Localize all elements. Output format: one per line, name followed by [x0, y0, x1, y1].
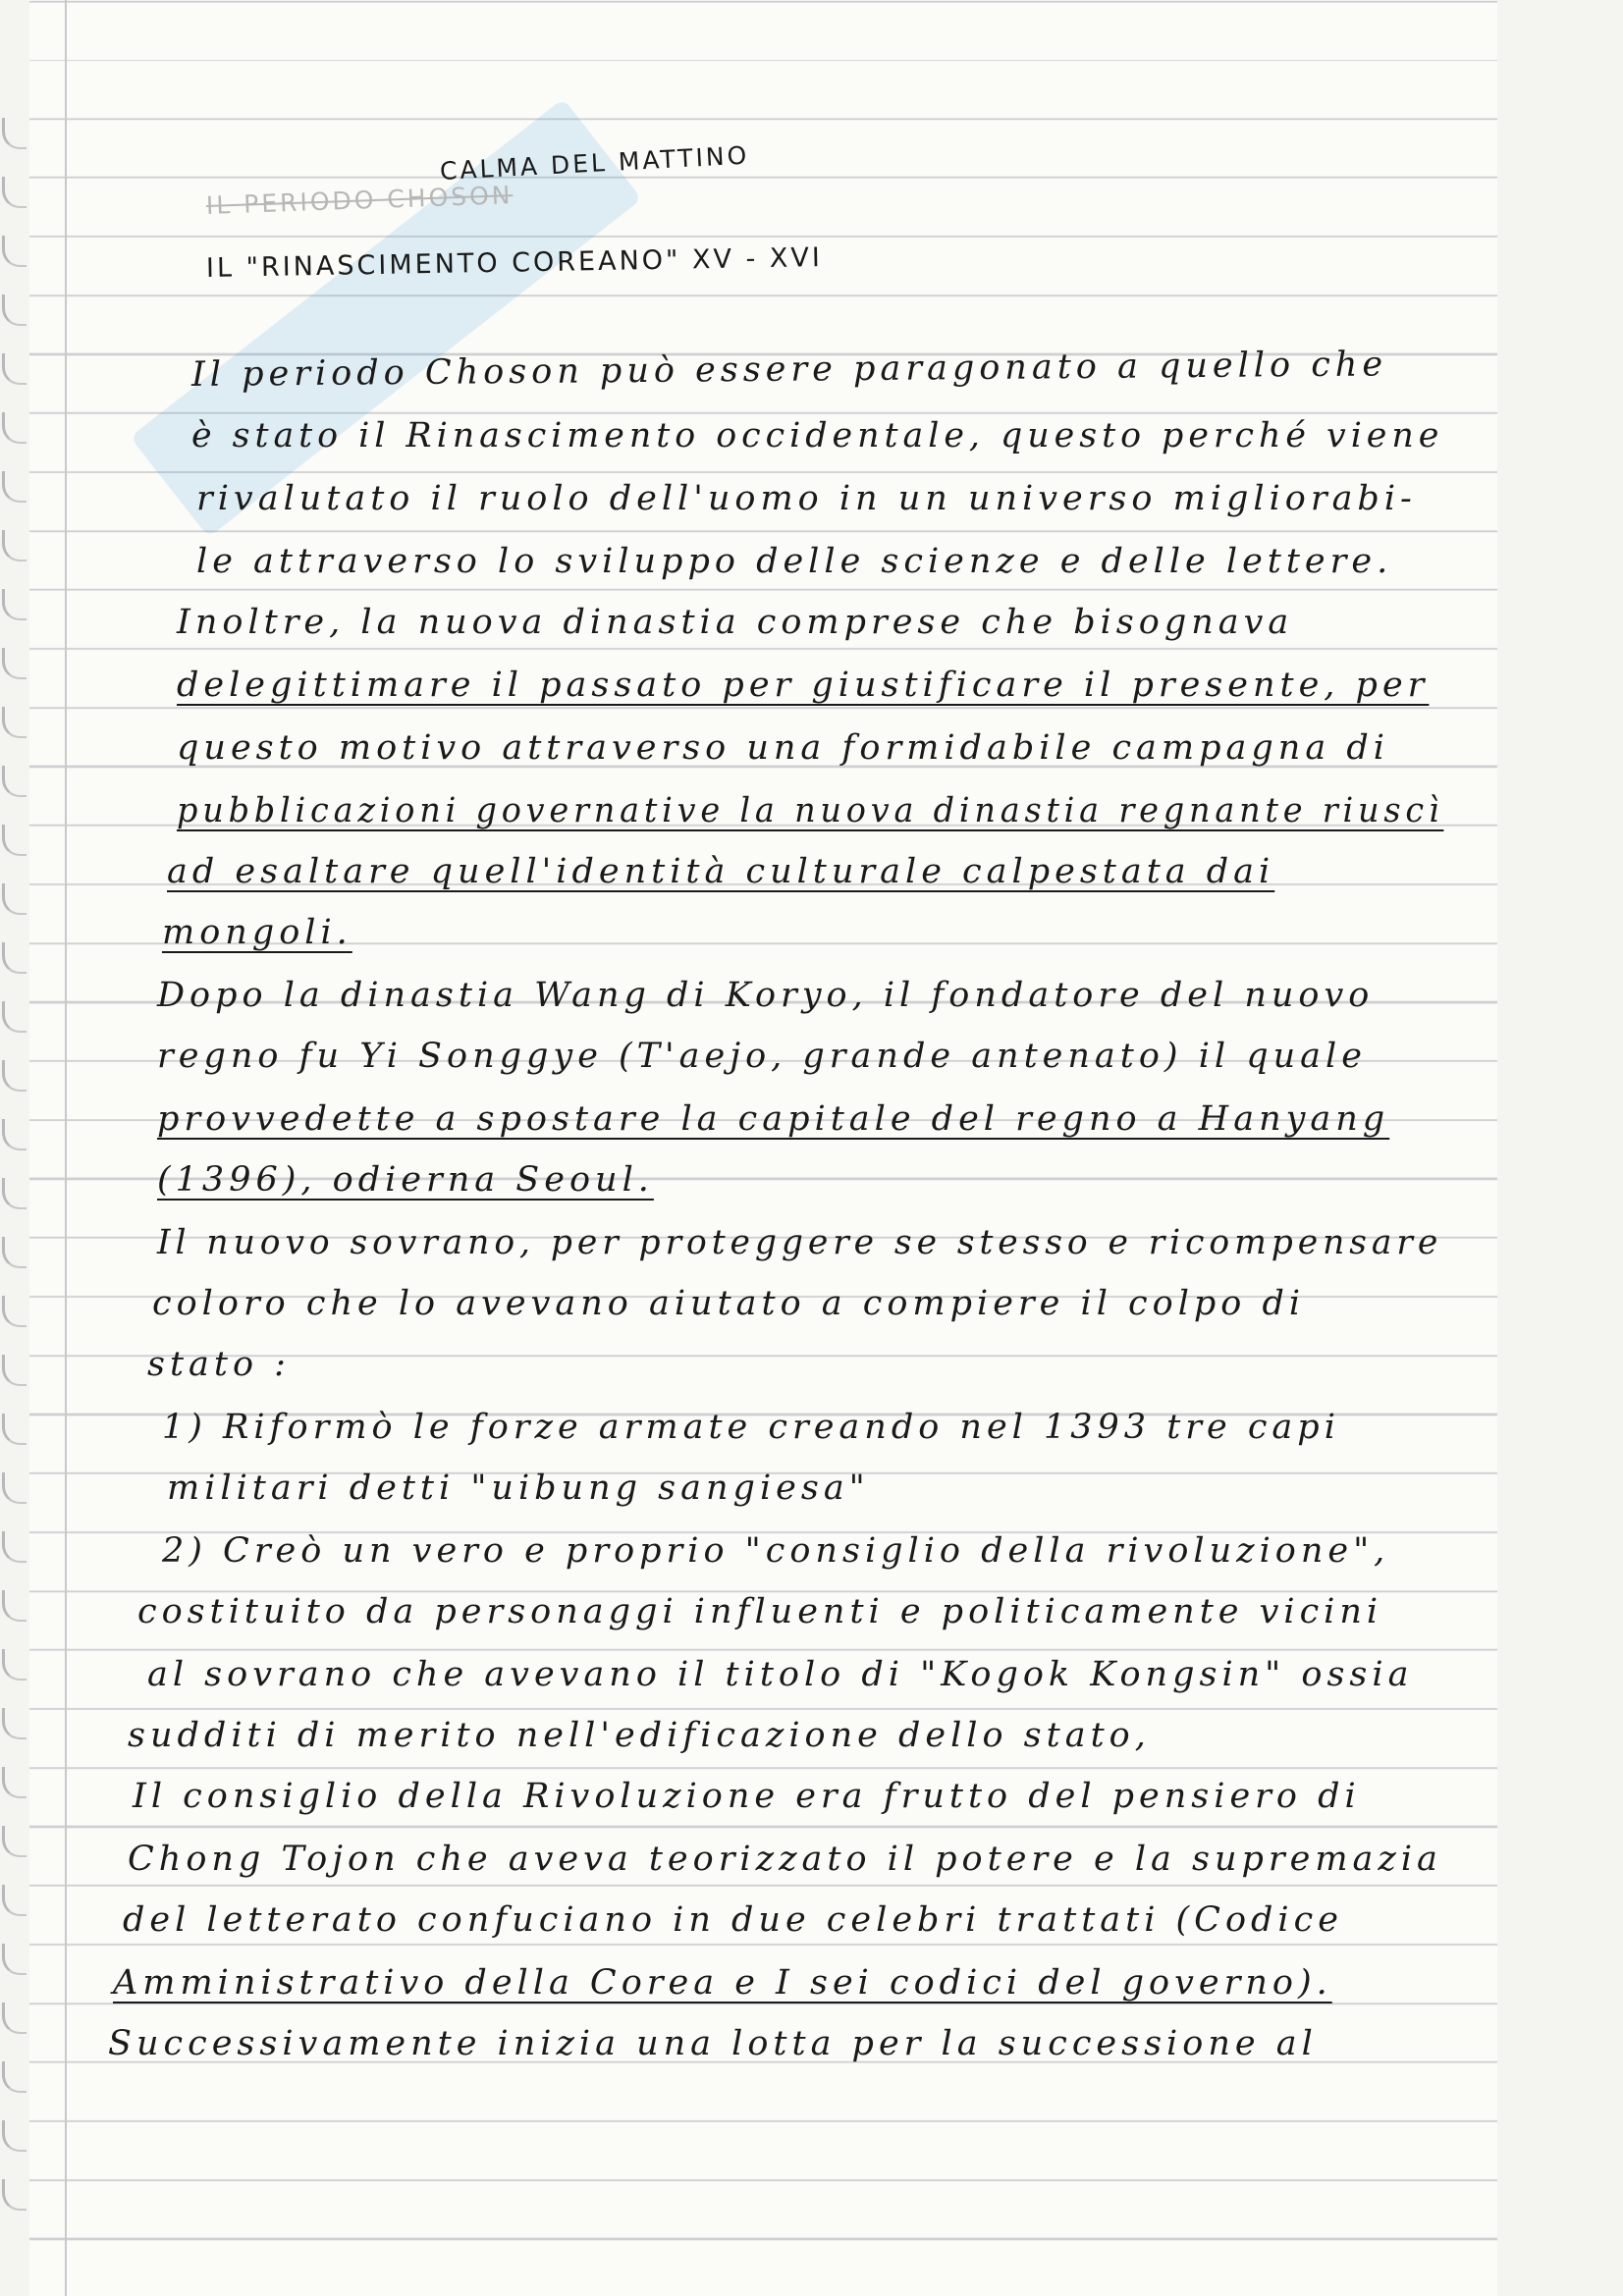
spiral-ring [2, 2002, 27, 2034]
text-line: Il consiglio della Rivoluzione era frutto del pensiero di [133, 1777, 1361, 1816]
text-line: regno fu Yi Songgye (T'aejo, grande antenato) il quale [157, 1037, 1367, 1076]
text-line: le attraverso lo sviluppo delle scienze e delle lettere. [196, 542, 1393, 581]
text-line: questo motivo attraverso una formidabile campagna di [177, 728, 1389, 768]
text-line-underlined: ad esaltare quell'identità culturale calpestata dai [167, 852, 1275, 891]
spiral-ring [2, 942, 27, 974]
spiral-ring [2, 412, 27, 444]
text-line-underlined: (1396), odierna Seoul. [157, 1160, 654, 1200]
text-line-underlined: pubblicazioni governative la nuova dinastia regnante riuscì [177, 791, 1444, 830]
text-line-underlined: Amministrativo della Corea e I sei codici del governo). [113, 1963, 1332, 2002]
spiral-ring [2, 2179, 27, 2211]
text-line: del letterato confuciano in due celebri trattati (Codice [123, 1900, 1343, 1940]
spiral-ring [2, 1708, 27, 1739]
spiral-ring [2, 1237, 27, 1268]
spiral-ring [2, 177, 27, 208]
text-line: Inoltre, la nuova dinastia comprese che bisognava [177, 603, 1294, 642]
spiral-ring [2, 1885, 27, 1916]
spiral-ring [2, 1119, 27, 1150]
text-line: Successivamente inizia una lotta per la successione al [108, 2024, 1318, 2063]
spiral-ring [2, 1414, 27, 1445]
spiral-ring [2, 1472, 27, 1504]
spiral-ring [2, 353, 27, 385]
spiral-ring [2, 766, 27, 797]
spiral-ring [2, 1178, 27, 1209]
spiral-ring [2, 1944, 27, 1975]
header-title: CALMA DEL MATTINO [439, 140, 750, 186]
spiral-ring [2, 1767, 27, 1798]
spiral-ring [2, 471, 27, 503]
text-line: militari detti "uibung sangiesa" [167, 1468, 870, 1508]
spiral-ring [2, 883, 27, 915]
spiral-ring [2, 707, 27, 738]
text-line: rivalutato il ruolo dell'uomo in un universo migliorabi- [196, 479, 1417, 518]
margin-line [65, 0, 67, 2296]
text-line: sudditi di merito nell'edificazione dello stato, [128, 1716, 1151, 1755]
spiral-ring [2, 1531, 27, 1563]
text-line: 1) Riformò le forze armate creando nel 1393 tre capi [162, 1408, 1340, 1447]
text-line: al sovrano che avevano il titolo di "Kogok Kongsin" ossia [147, 1655, 1414, 1694]
spiral-ring [2, 294, 27, 326]
spiral-ring [2, 1001, 27, 1033]
spiral-ring [2, 1355, 27, 1386]
spiral-ring [2, 648, 27, 679]
text-line: costituito da personaggi influenti e politicamente vicini [137, 1592, 1383, 1631]
spiral-ring [2, 1296, 27, 1327]
text-line-underlined: provvedette a spostare la capitale del regno a Hanyang [157, 1099, 1390, 1139]
text-line: 2) Creò un vero e proprio "consiglio della rivoluzione", [162, 1531, 1390, 1571]
text-line-underlined: delegittimare il passato per giustificare il presente, per [177, 666, 1430, 705]
text-line: coloro che lo avevano aiutato a compiere il colpo di [152, 1284, 1306, 1323]
spiral-ring [2, 2061, 27, 2093]
spiral-ring [2, 2120, 27, 2152]
text-line: Il nuovo sovrano, per proteggere se stesso e ricompensare [157, 1223, 1443, 1262]
text-line: Chong Tojon che aveva teorizzato il potere e la supremazia [128, 1840, 1442, 1879]
text-line: Dopo la dinastia Wang di Koryo, il fondatore del nuovo [157, 976, 1375, 1015]
spiral-ring [2, 589, 27, 620]
notebook-page [29, 0, 1497, 2296]
text-line: Il periodo Choson può essere paragonato a quello che [190, 345, 1388, 395]
spiral-ring [2, 1826, 27, 1857]
text-line: è stato il Rinascimento occidentale, questo perché viene [191, 416, 1444, 455]
notebook-spiral [0, 118, 29, 2277]
spiral-ring [2, 530, 27, 561]
text-line-underlined: mongoli. [162, 913, 352, 952]
spiral-ring [2, 236, 27, 267]
spiral-ring [2, 118, 27, 149]
spiral-ring [2, 1060, 27, 1092]
spiral-ring [2, 1649, 27, 1681]
text-line: stato : [147, 1345, 291, 1384]
spiral-ring [2, 825, 27, 856]
page-subtitle: IL "RINASCIMENTO COREANO" XV - XVI [205, 242, 824, 284]
spiral-ring [2, 1590, 27, 1622]
header-crossed-title: IL PERIODO CHOSON [205, 181, 514, 220]
